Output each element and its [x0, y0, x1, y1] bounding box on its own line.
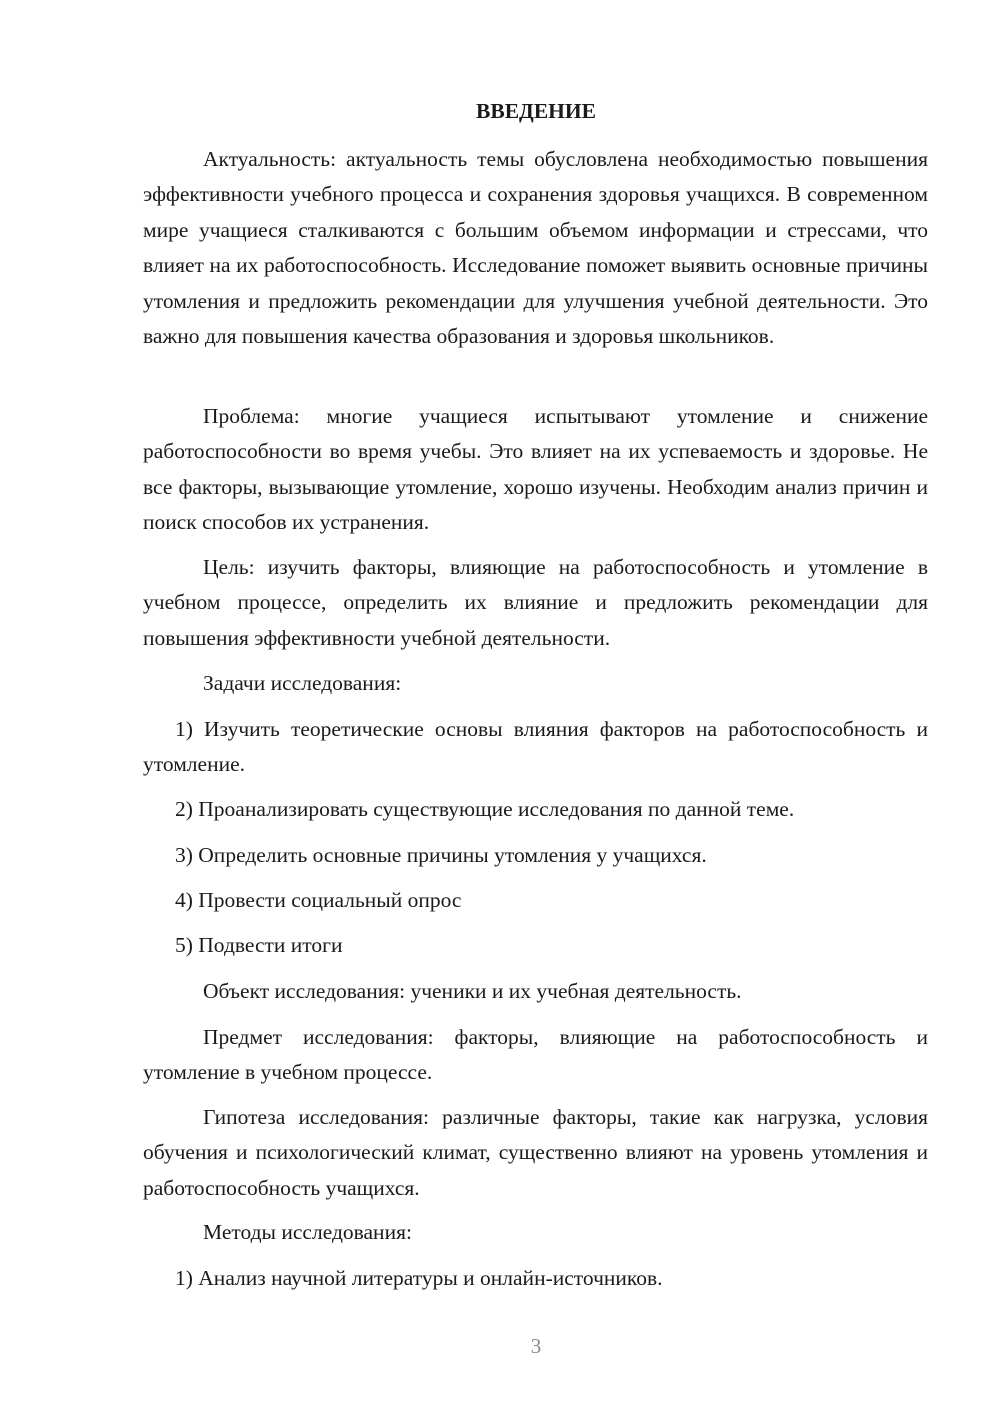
problem-text: Проблема: многие учащиеся испытывают утомление и снижение работоспособности во время учебы. Это влияет на их успеваемость и здоровье. Не все факторы, вызывающие утомление, хорошо изучены. Необходим анализ причин и поиск способов их устранения.: [143, 404, 928, 535]
page-number: 3: [530, 1334, 542, 1358]
goal-paragraph: [143, 550, 928, 656]
tasks-heading: [143, 666, 928, 701]
methods-heading-text: Методы исследования:: [203, 1220, 412, 1244]
list-item: 2) Проанализировать существующие исследования по данной теме.: [175, 797, 795, 821]
task-item-1: [143, 712, 928, 783]
object-paragraph: [143, 974, 928, 1009]
task-item-5: [143, 928, 928, 963]
methods-heading: [143, 1215, 928, 1250]
subject-paragraph: [143, 1020, 928, 1091]
tasks-heading-text: Задачи исследования:: [203, 671, 402, 695]
goal-text: Цель: изучить факторы, влияющие на работоспособность и утомление в учебном процессе, определить их влияние и предложить рекомендации для повышения эффективности учебной деятельности.: [143, 555, 928, 650]
task-item-3: [143, 838, 928, 873]
list-item: 3) Определить основные причины утомления у учащихся.: [175, 843, 707, 867]
section-heading: ВВЕДЕНИЕ: [476, 99, 596, 123]
relevance-paragraph: [143, 142, 928, 354]
subject-text: Предмет исследования: факторы, влияющие на работоспособность и утомление в учебном процессе.: [143, 1025, 928, 1085]
task-item-2: [143, 792, 928, 827]
list-item: 1) Изучить теоретические основы влияния факторов на работоспособность и утомление.: [143, 717, 928, 777]
hypothesis-text: Гипотеза исследования: различные факторы, такие как нагрузка, условия обучения и психологический климат, существенно влияют на уровень утомления и работоспособность учащихся.: [143, 1105, 928, 1200]
list-item: 1) Анализ научной литературы и онлайн-источников.: [175, 1266, 663, 1290]
hypothesis-paragraph: [143, 1100, 928, 1206]
relevance-text: Актуальность: актуальность темы обусловлена необходимостью повышения эффективности учебного процесса и сохранения здоровья учащихся. В современном мире учащиеся сталкиваются с большим объемом информации и стрессами, что влияет на их работоспособность. Исследование поможет выявить основные причины утомления и предложить рекомендации для улучшения учебной деятельности. Это важно для повышения качества образования и здоровья школьников.: [143, 147, 928, 349]
task-item-4: [143, 883, 928, 918]
list-item: 5) Подвести итоги: [175, 933, 343, 957]
object-text: Объект исследования: ученики и их учебная деятельность.: [203, 979, 742, 1003]
problem-paragraph: [143, 399, 928, 541]
list-item: 4) Провести социальный опрос: [175, 888, 462, 912]
method-item-1: [143, 1261, 928, 1296]
